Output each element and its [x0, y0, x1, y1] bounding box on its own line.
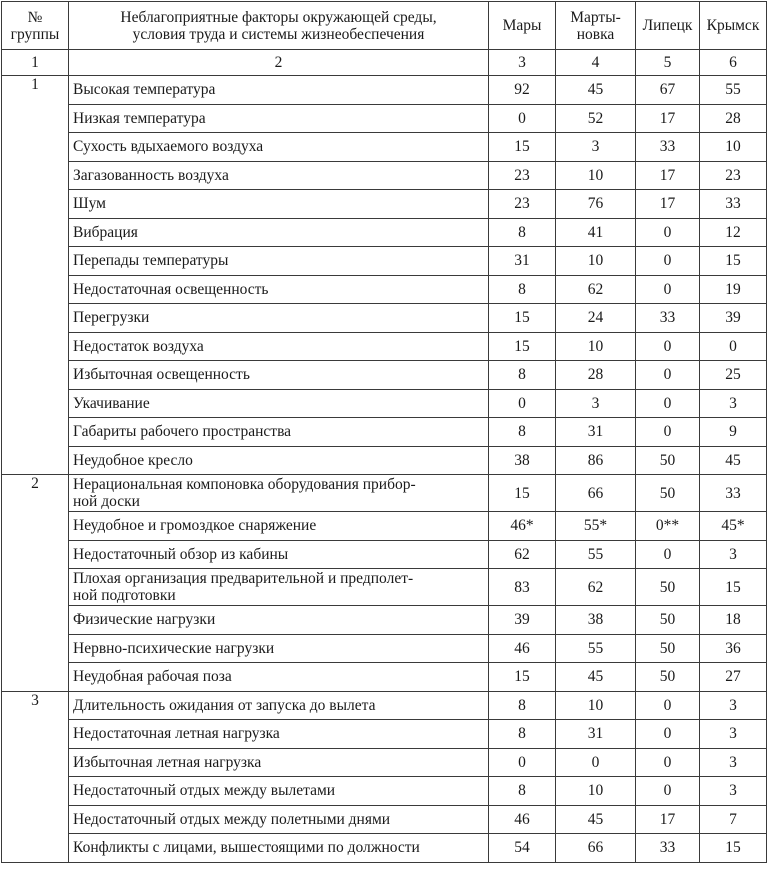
value-cell: 41 [556, 218, 636, 247]
value-cell: 15 [489, 663, 556, 692]
value-cell: 0 [636, 777, 700, 806]
value-cell: 23 [489, 190, 556, 219]
factor-cell [69, 634, 489, 663]
value-cell: 15 [489, 475, 556, 512]
factor-line: Физические нагрузки [73, 611, 216, 629]
value-cell: 54 [489, 834, 556, 863]
factor-cell [69, 446, 489, 475]
header-row [2, 2, 767, 50]
value-cell: 3 [556, 133, 636, 162]
value-cell: 0 [489, 748, 556, 777]
value-cell: 10 [556, 691, 636, 720]
value-cell: 36 [700, 634, 767, 663]
value-cell: 15 [489, 304, 556, 333]
value-cell: 50 [636, 569, 700, 606]
value-cell: 55 [700, 76, 767, 105]
table-row [2, 777, 767, 806]
factor-cell [69, 247, 489, 276]
value-cell: 15 [700, 834, 767, 863]
table-row [2, 569, 767, 606]
value-cell: 33 [636, 834, 700, 863]
value-cell: 55* [556, 512, 636, 541]
value-cell: 15 [700, 569, 767, 606]
value-cell: 12 [700, 218, 767, 247]
value-cell: 45 [556, 663, 636, 692]
value-cell: 3 [700, 748, 767, 777]
table-row [2, 663, 767, 692]
factor-cell [69, 332, 489, 361]
value-cell: 0 [636, 540, 700, 569]
factor-line: Плохая организация предварительной и предполет- [73, 570, 414, 587]
table-row [2, 805, 767, 834]
value-cell: 8 [489, 361, 556, 390]
value-cell: 46 [489, 634, 556, 663]
index-row [2, 50, 767, 76]
table-row [2, 418, 767, 447]
value-cell: 50 [636, 475, 700, 512]
value-cell: 62 [489, 540, 556, 569]
value-cell: 0 [636, 720, 700, 749]
group-number-cell: 2 [2, 475, 69, 692]
value-cell: 7 [700, 805, 767, 834]
factor-line: Неудобная рабочая поза [73, 668, 232, 686]
factor-cell [69, 663, 489, 692]
table-row [2, 720, 767, 749]
value-cell: 55 [556, 540, 636, 569]
value-cell: 3 [700, 720, 767, 749]
value-cell: 39 [700, 304, 767, 333]
factor-cell [69, 512, 489, 541]
table-row [2, 218, 767, 247]
value-cell: 62 [556, 275, 636, 304]
value-cell: 0 [489, 104, 556, 133]
table-row [2, 275, 767, 304]
value-cell: 3 [556, 389, 636, 418]
value-cell: 31 [556, 720, 636, 749]
factor-cell [69, 275, 489, 304]
header-col-martynovka [556, 2, 636, 50]
factor-cell [69, 540, 489, 569]
factor-line: Сухость вдыхаемого воздуха [73, 138, 264, 156]
value-cell: 50 [636, 606, 700, 635]
value-cell: 62 [556, 569, 636, 606]
factor-cell [69, 389, 489, 418]
factor-line: Загазованность воздуха [73, 166, 229, 184]
factor-cell [69, 720, 489, 749]
value-cell: 19 [700, 275, 767, 304]
index-cell: 1 [2, 50, 69, 76]
value-cell: 31 [556, 418, 636, 447]
factor-cell [69, 777, 489, 806]
header-col-krymsk [700, 2, 767, 50]
value-cell: 45* [700, 512, 767, 541]
table-row [2, 748, 767, 777]
factor-line: Укачивание [73, 394, 150, 412]
table-row [2, 446, 767, 475]
value-cell: 10 [556, 777, 636, 806]
header-factors-line: Неблагоприятные факторы окружающей среды, [120, 8, 437, 26]
factor-line: Перегрузки [73, 309, 150, 327]
value-cell: 17 [636, 104, 700, 133]
header-group-number-line: № [27, 8, 43, 26]
index-cell: 4 [556, 50, 636, 76]
table-row [2, 361, 767, 390]
value-cell: 15 [700, 247, 767, 276]
index-cell: 3 [489, 50, 556, 76]
factor-cell [69, 76, 489, 105]
value-cell: 3 [700, 777, 767, 806]
table-row [2, 834, 767, 863]
table-row [2, 76, 767, 105]
value-cell: 28 [700, 104, 767, 133]
value-cell: 3 [700, 540, 767, 569]
value-cell: 28 [556, 361, 636, 390]
value-cell: 46* [489, 512, 556, 541]
value-cell: 52 [556, 104, 636, 133]
value-cell: 33 [700, 190, 767, 219]
value-cell: 38 [489, 446, 556, 475]
header-col-line: Марты- [570, 8, 621, 26]
value-cell: 15 [489, 133, 556, 162]
table-row [2, 133, 767, 162]
value-cell: 23 [700, 161, 767, 190]
value-cell: 9 [700, 418, 767, 447]
value-cell: 0 [636, 332, 700, 361]
factor-line: Избыточная освещенность [73, 366, 250, 384]
header-col-lipetsk [636, 2, 700, 50]
header-group-number [2, 2, 69, 50]
table-row [2, 304, 767, 333]
value-cell: 18 [700, 606, 767, 635]
factor-cell [69, 834, 489, 863]
value-cell: 45 [556, 805, 636, 834]
factor-cell [69, 361, 489, 390]
header-col-line: Мары [502, 17, 542, 34]
header-factors-line: условия труда и системы жизнеобеспечения [132, 25, 425, 43]
table-row [2, 634, 767, 663]
factor-line: ной подготовки [73, 587, 176, 604]
factor-cell [69, 569, 489, 606]
value-cell: 66 [556, 834, 636, 863]
table-row [2, 332, 767, 361]
factor-cell [69, 161, 489, 190]
value-cell: 33 [700, 475, 767, 512]
value-cell: 17 [636, 805, 700, 834]
value-cell: 33 [636, 133, 700, 162]
group-number-cell: 1 [2, 76, 69, 475]
factor-cell [69, 748, 489, 777]
factor-line: ной доски [73, 493, 140, 510]
factor-cell [69, 805, 489, 834]
factor-line: Высокая температура [73, 81, 216, 99]
value-cell: 76 [556, 190, 636, 219]
value-cell: 17 [636, 190, 700, 219]
value-cell: 0 [636, 275, 700, 304]
factor-line: Недостаточная летная нагрузка [73, 725, 280, 743]
header-factors [69, 2, 489, 50]
value-cell: 8 [489, 777, 556, 806]
value-cell: 0 [636, 247, 700, 276]
value-cell: 0 [700, 332, 767, 361]
value-cell: 33 [636, 304, 700, 333]
factor-line: Неудобное и громоздкое снаряжение [73, 517, 317, 535]
factor-line: Вибрация [73, 223, 138, 241]
factor-cell [69, 418, 489, 447]
value-cell: 50 [636, 634, 700, 663]
value-cell: 0 [556, 748, 636, 777]
value-cell: 83 [489, 569, 556, 606]
table-row [2, 389, 767, 418]
value-cell: 10 [556, 161, 636, 190]
factor-line: Длительность ожидания от запуска до вылета [73, 696, 376, 714]
header-col-line: Липецк [642, 17, 693, 34]
factor-line: Недостаточный отдых между полетными днями [73, 810, 391, 828]
value-cell: 67 [636, 76, 700, 105]
value-cell: 0 [636, 361, 700, 390]
table-row [2, 512, 767, 541]
table-row [2, 475, 767, 512]
table-row [2, 104, 767, 133]
header-col-mary [489, 2, 556, 50]
factor-line: Нерациональная компоновка оборудования прибор- [73, 476, 416, 493]
value-cell: 27 [700, 663, 767, 692]
value-cell: 0 [636, 218, 700, 247]
table-row [2, 691, 767, 720]
factor-line: Перепады температуры [73, 252, 229, 270]
factor-line: Конфликты с лицами, вышестоящими по должности [73, 839, 420, 857]
value-cell: 8 [489, 691, 556, 720]
value-cell: 3 [700, 389, 767, 418]
factor-cell [69, 475, 489, 512]
value-cell: 8 [489, 218, 556, 247]
factor-cell [69, 133, 489, 162]
value-cell: 45 [700, 446, 767, 475]
header-col-line: Крымск [706, 17, 760, 34]
table-row [2, 606, 767, 635]
value-cell: 17 [636, 161, 700, 190]
index-cell: 5 [636, 50, 700, 76]
value-cell: 15 [489, 332, 556, 361]
value-cell: 10 [556, 247, 636, 276]
group-number-cell: 3 [2, 691, 69, 862]
value-cell: 86 [556, 446, 636, 475]
factor-line: Недостаток воздуха [73, 337, 204, 355]
value-cell: 0 [636, 691, 700, 720]
table-row [2, 190, 767, 219]
factor-line: Габариты рабочего пространства [73, 423, 292, 441]
factor-line: Избыточная летная нагрузка [73, 753, 262, 771]
factor-cell [69, 104, 489, 133]
factor-cell [69, 218, 489, 247]
value-cell: 0 [636, 389, 700, 418]
value-cell: 45 [556, 76, 636, 105]
header-group-number-line: группы [10, 25, 60, 43]
factor-line: Нервно-психические нагрузки [73, 639, 275, 657]
value-cell: 92 [489, 76, 556, 105]
factor-cell [69, 691, 489, 720]
header-col-line: новка [576, 25, 615, 43]
value-cell: 50 [636, 663, 700, 692]
value-cell: 3 [700, 691, 767, 720]
value-cell: 10 [556, 332, 636, 361]
value-cell: 39 [489, 606, 556, 635]
factors-table [1, 1, 767, 863]
value-cell: 46 [489, 805, 556, 834]
factor-line: Низкая температура [73, 109, 206, 127]
factor-line: Шум [73, 195, 106, 213]
value-cell: 0 [636, 418, 700, 447]
value-cell: 8 [489, 720, 556, 749]
factor-line: Недостаточный отдых между вылетами [73, 782, 336, 800]
value-cell: 0** [636, 512, 700, 541]
value-cell: 31 [489, 247, 556, 276]
table-row [2, 540, 767, 569]
value-cell: 25 [700, 361, 767, 390]
value-cell: 23 [489, 161, 556, 190]
value-cell: 0 [636, 748, 700, 777]
value-cell: 10 [700, 133, 767, 162]
factor-cell [69, 304, 489, 333]
value-cell: 24 [556, 304, 636, 333]
value-cell: 8 [489, 275, 556, 304]
index-cell: 6 [700, 50, 767, 76]
value-cell: 50 [636, 446, 700, 475]
factor-line: Неудобное кресло [73, 451, 193, 469]
value-cell: 55 [556, 634, 636, 663]
value-cell: 38 [556, 606, 636, 635]
factor-line: Недостаточная освещенность [73, 280, 269, 298]
value-cell: 0 [489, 389, 556, 418]
value-cell: 8 [489, 418, 556, 447]
table-row [2, 161, 767, 190]
factor-cell [69, 606, 489, 635]
value-cell: 66 [556, 475, 636, 512]
table-row [2, 247, 767, 276]
index-cell: 2 [69, 50, 489, 76]
factor-line: Недостаточный обзор из кабины [73, 545, 289, 563]
factor-cell [69, 190, 489, 219]
